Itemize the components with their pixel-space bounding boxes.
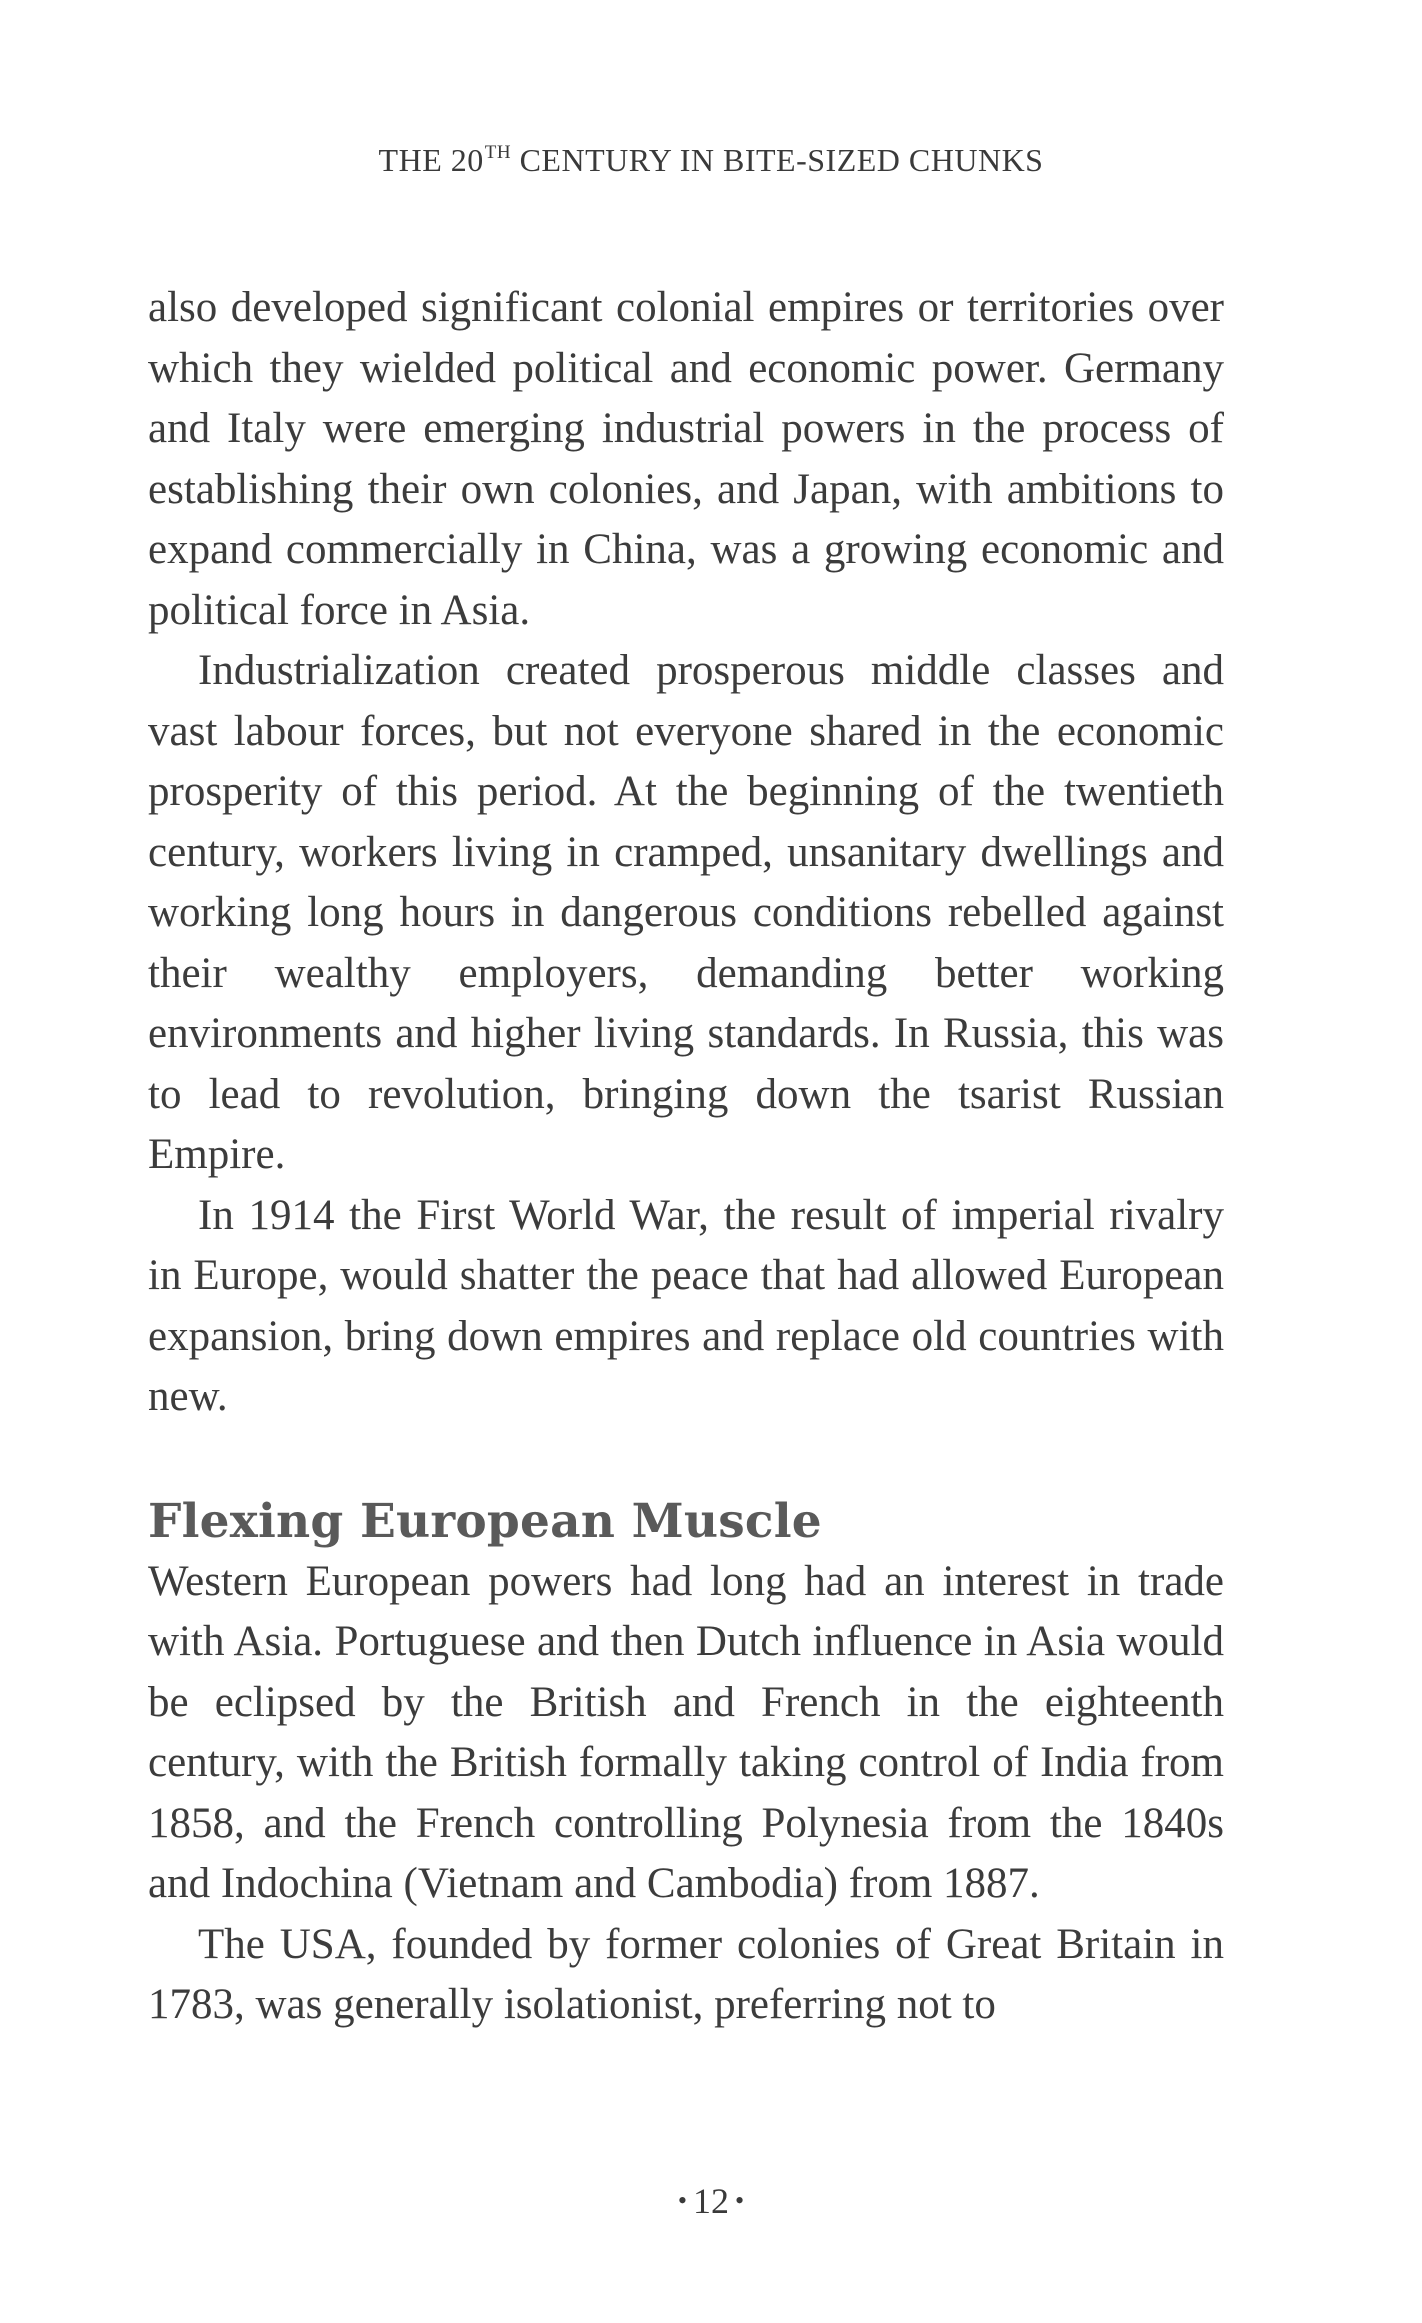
bullet-right: •: [735, 2186, 745, 2215]
header-title-superscript: TH: [484, 142, 512, 163]
header-title-suffix: CENTURY IN BITE-SIZED CHUNKS: [511, 142, 1044, 178]
bullet-left: •: [677, 2186, 687, 2215]
paragraph: The USA, founded by former colonies of Great Britain in 1783, was generally isolationist, preferring not to: [148, 1920, 1224, 2028]
body-text: [148, 278, 1224, 2036]
paragraph: In 1914 the First World War, the result of imperial rivalry in Europe, would shatter the peace that had allowed European expansion, bring down empires and replace old countries with new.: [148, 1191, 1224, 1420]
paragraph: also developed significant colonial empires or territories over which they wielded political and economic power. Germany and Italy were emerging industrial powers in the process of establishing their own colonies, and Japan, with ambitions to expand commercially in China, was a growing economic and political force in Asia.: [148, 284, 1224, 634]
header-title-prefix: THE 20: [378, 142, 484, 178]
paragraph: Western European powers had long had an interest in trade with Asia. Portuguese and then Dutch influence in Asia would be eclipsed by the British and French in the eighteenth century, with the British formally taking control of India from 1858, and the French controlling Polynesia from the 1840s and Indochina (Vietnam and Cambodia) from 1887.: [148, 1557, 1224, 1907]
running-header: [0, 142, 1422, 179]
paragraph: Industrialization created prosperous middle classes and vast labour forces, but not everyone shared in the economic prosperity of this period. At the beginning of the twentieth century, workers living in cramped, unsanitary dwellings and working long hours in dangerous conditions rebelled against their wealthy employers, demanding better working environments and higher living standards. In Russia, this was to lead to revolution, bringing down the tsarist Russian Empire.: [148, 647, 1224, 1178]
page-number: 12: [693, 2181, 729, 2221]
page-number-footer: [0, 2180, 1422, 2222]
section-heading: Flexing European Muscle: [148, 1493, 822, 1549]
